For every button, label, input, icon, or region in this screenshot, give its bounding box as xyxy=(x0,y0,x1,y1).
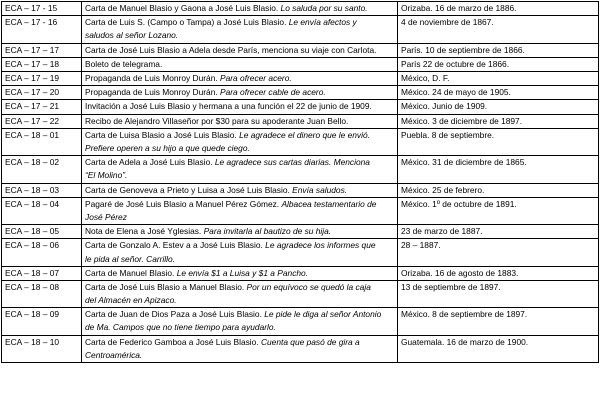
description-cell xyxy=(82,183,398,197)
description-summary: Lo saluda por su santo. xyxy=(280,3,368,13)
place-date-cell: París 22 de octubre de 1866. xyxy=(398,57,599,71)
catalog-code-cell: ECA – 18 – 04 xyxy=(2,197,82,224)
description-cell xyxy=(82,197,398,224)
place-date-cell: 28 – 1887. xyxy=(398,239,599,266)
description-text: Carta de Adela a José Luis Blasio. xyxy=(85,157,215,168)
description-line xyxy=(85,267,394,280)
place-date-cell: Orizaba. 16 de marzo de 1886. xyxy=(398,2,599,16)
catalog-code-cell: ECA – 17 – 19 xyxy=(2,71,82,85)
description-line xyxy=(85,16,394,29)
table-row xyxy=(2,280,599,307)
description-line xyxy=(85,72,394,85)
description-cell xyxy=(82,43,398,57)
catalog-code-cell: ECA – 17 – 20 xyxy=(2,86,82,100)
description-summary: Envía saludos. xyxy=(292,184,348,195)
description-summary: Por un equívoco se quedó la caja xyxy=(246,281,371,292)
description-line xyxy=(85,44,394,57)
table-row xyxy=(2,239,599,266)
catalog-code-cell: ECA – 17 – 22 xyxy=(2,114,82,128)
table-row xyxy=(2,335,599,362)
table-row xyxy=(2,71,599,85)
description-line xyxy=(85,156,394,169)
catalog-code-cell: ECA – 18 – 07 xyxy=(2,266,82,280)
description-cell xyxy=(82,128,398,155)
description-summary: Le pide le diga al señor Antonio xyxy=(264,309,382,320)
description-text: Recibo de Alejandro Villaseñor por $30 para su apoderante Juan Bello. xyxy=(85,115,349,126)
description-summary: Le agradece el dinero que le envió. xyxy=(239,129,370,140)
description-text: Carta de Gonzalo A. Estev a a José Luis Blasio. xyxy=(85,240,266,251)
catalog-code-cell: ECA – 18 – 03 xyxy=(2,183,82,197)
catalog-code-cell: ECA – 18 – 02 xyxy=(2,156,82,183)
table-row xyxy=(2,43,599,57)
table-row xyxy=(2,100,599,114)
description-line xyxy=(85,58,394,71)
description-cell xyxy=(82,156,398,183)
catalog-code-cell: ECA – 18 – 09 xyxy=(2,308,82,335)
description-text: Carta de Luis S. (Campo o Tampa) a José Luis Blasio. xyxy=(85,17,289,28)
table-row xyxy=(2,225,599,239)
place-date-cell: México, D. F. xyxy=(398,71,599,85)
place-date-cell: Puebla. 8 de septiembre. xyxy=(398,128,599,155)
description-cell xyxy=(82,114,398,128)
catalog-code-cell: ECA – 17 – 17 xyxy=(2,43,82,57)
description-text: Carta de Juan de Dios Paza a José Luis Blasio. xyxy=(85,309,265,320)
catalog-code-cell: ECA – 17 – 18 xyxy=(2,57,82,71)
description-cell xyxy=(82,100,398,114)
description-line xyxy=(85,239,394,252)
description-cell xyxy=(82,71,398,85)
description-summary-continued: de Ma. Campos que no tiene tiempo para ayudarlo. xyxy=(85,322,276,333)
place-date-cell: México. 31 de diciembre de 1865. xyxy=(398,156,599,183)
description-text: Propaganda de Luis Monroy Durán. xyxy=(85,87,221,98)
description-text: Invitación a José Luis Blasio y hermana a una función el 22 de junio de 1909. xyxy=(85,101,372,112)
description-line xyxy=(85,129,394,142)
description-line xyxy=(85,184,394,197)
description-text: Nota de Elena a José Yglesias. xyxy=(85,226,204,237)
description-summary: Para ofrecer cable de acero. xyxy=(220,87,326,98)
description-line xyxy=(85,115,394,128)
description-text: Carta de José Luis Blasio a Adela desde París, menciona su viaje con Carlota. xyxy=(85,44,377,55)
description-text: Carta de Genoveva a Prieto y Luisa a José Luis Blasio. xyxy=(85,184,293,195)
table-row xyxy=(2,266,599,280)
catalog-code-cell: ECA – 17 - 16 xyxy=(2,16,82,43)
description-line xyxy=(85,308,394,321)
description-summary-continued: le pida al señor. Carrillo. xyxy=(85,253,175,264)
place-date-cell: Orizaba. 16 de agosto de 1883. xyxy=(398,266,599,280)
description-text: Carta de Luisa Blasio a José Luis Blasio. xyxy=(85,129,240,140)
catalog-code-cell: ECA – 18 – 08 xyxy=(2,280,82,307)
description-text: Carta de Manuel Blasio. xyxy=(85,267,177,278)
description-line xyxy=(85,100,394,113)
table-row xyxy=(2,86,599,100)
description-text: Carta de Federico Gamboa a José Luis Blasio. xyxy=(85,336,261,347)
description-cell xyxy=(82,335,398,362)
description-summary: Le agradece los informes que xyxy=(265,240,376,251)
description-cell xyxy=(82,2,398,16)
place-date-cell: Guatemala. 16 de marzo de 1900. xyxy=(398,335,599,362)
catalog-code-cell: ECA – 18 – 01 xyxy=(2,128,82,155)
place-date-cell: México. 8 de septiembre de 1897. xyxy=(398,308,599,335)
description-cell xyxy=(82,239,398,266)
description-text: Pagaré de José Luis Blasio a Manuel Pérez Gómez. xyxy=(85,198,282,209)
description-cell xyxy=(82,225,398,239)
description-line xyxy=(85,2,394,15)
description-summary: Le agradece sus cartas diarias. Menciona xyxy=(214,157,370,168)
table-row xyxy=(2,114,599,128)
description-summary-continued: José Pérez xyxy=(85,211,127,222)
description-summary-continued: “El Molino”. xyxy=(85,170,128,181)
catalog-code-cell: ECA – 18 – 10 xyxy=(2,335,82,362)
place-date-cell: 4 de noviembre de 1867. xyxy=(398,16,599,43)
catalog-code-cell: ECA – 17 - 15 xyxy=(2,2,82,16)
description-cell xyxy=(82,280,398,307)
table-row xyxy=(2,156,599,183)
description-summary-continued: Prefiere operen a su hijo a que quede ciego. xyxy=(85,142,250,153)
description-text: Boleto de telegrama. xyxy=(85,58,163,69)
description-cell xyxy=(82,16,398,43)
table-row xyxy=(2,16,599,43)
description-text: Propaganda de Luis Monroy Durán. xyxy=(85,72,221,83)
description-summary: Para invitarla al bautizo de su hija. xyxy=(203,226,332,237)
description-cell xyxy=(82,57,398,71)
table-row xyxy=(2,197,599,224)
place-date-cell: México. 1º de octubre de 1891. xyxy=(398,197,599,224)
description-summary-continued: Centroamérica. xyxy=(85,349,143,360)
description-line xyxy=(85,336,394,349)
description-text: Carta de Manuel Blasio y Gaona a José Luis Blasio. xyxy=(85,3,281,13)
table-row xyxy=(2,308,599,335)
description-line xyxy=(85,86,394,99)
description-cell xyxy=(82,308,398,335)
table-row xyxy=(2,128,599,155)
description-line xyxy=(85,198,394,211)
description-line xyxy=(85,225,394,238)
description-summary: Le envía $1 a Luisa y $1 a Pancho. xyxy=(176,267,309,278)
catalog-code-cell: ECA – 18 – 06 xyxy=(2,239,82,266)
description-summary-continued: del Almacén en Apizaco. xyxy=(85,295,177,306)
description-summary: Para ofrecer acero. xyxy=(220,72,292,83)
place-date-cell: México. 25 de febrero. xyxy=(398,183,599,197)
description-summary: Albacea testamentario de xyxy=(281,198,377,209)
place-date-cell: 13 de septiembre de 1897. xyxy=(398,280,599,307)
catalog-code-cell: ECA – 17 – 21 xyxy=(2,100,82,114)
description-text: Carta de José Luis Blasio a Manuel Blasio. xyxy=(85,281,247,292)
place-date-cell: 23 de marzo de 1887. xyxy=(398,225,599,239)
description-line xyxy=(85,281,394,294)
place-date-cell: México. Junio de 1909. xyxy=(398,100,599,114)
place-date-cell: México. 24 de mayo de 1905. xyxy=(398,86,599,100)
table-row xyxy=(2,2,599,16)
description-cell xyxy=(82,266,398,280)
description-cell xyxy=(82,86,398,100)
place-date-cell: México. 3 de diciembre de 1897. xyxy=(398,114,599,128)
catalog-table-body xyxy=(2,2,599,363)
catalog-table xyxy=(1,1,599,363)
description-summary-continued: saludos al señor Lozano. xyxy=(85,30,179,41)
description-summary: Cuenta que pasó de gira a xyxy=(260,336,360,347)
description-summary: Le envía afectos y xyxy=(288,17,357,28)
catalog-code-cell: ECA – 18 – 05 xyxy=(2,225,82,239)
table-row xyxy=(2,57,599,71)
place-date-cell: París. 10 de septiembre de 1866. xyxy=(398,43,599,57)
table-row xyxy=(2,183,599,197)
